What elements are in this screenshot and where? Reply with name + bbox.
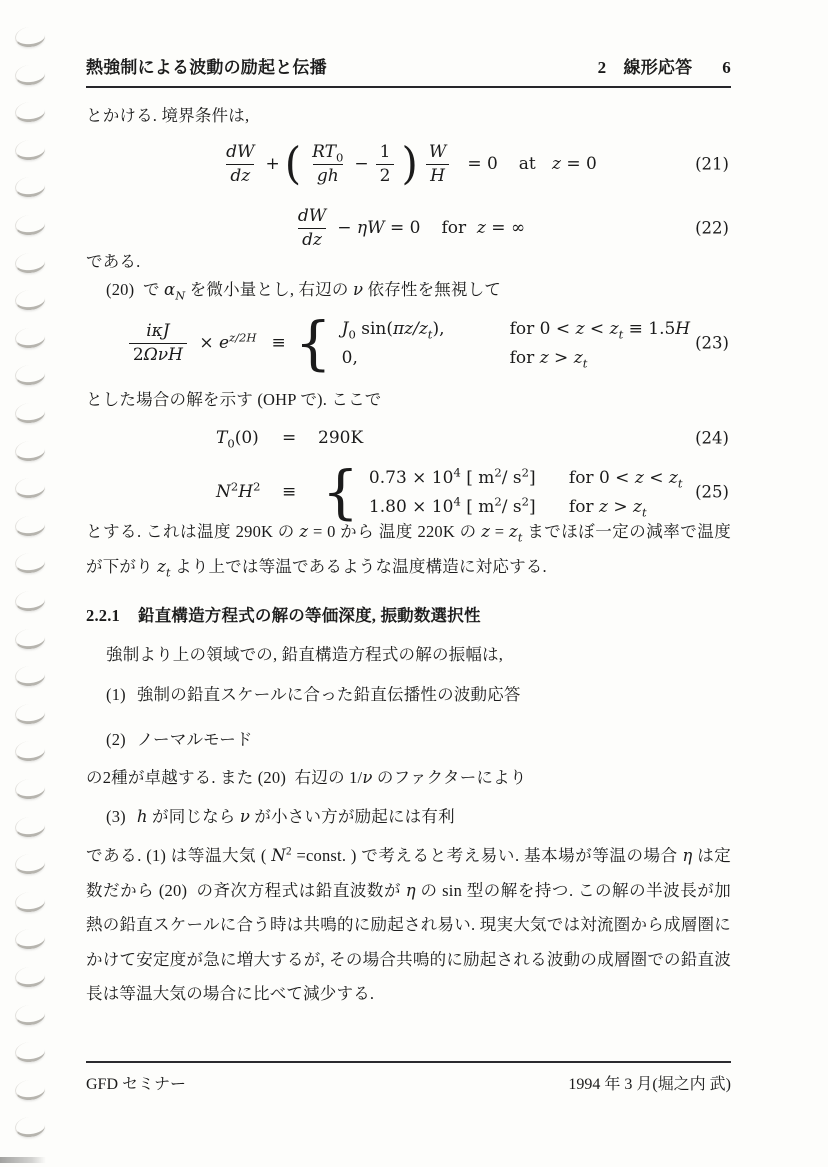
fraction-numerator: W: [428, 142, 447, 163]
fraction-dW-dz: [222, 141, 258, 187]
list-item-2: [106, 722, 731, 757]
operator-equals: =: [282, 428, 297, 448]
binding-hole: [14, 176, 46, 199]
equation-rhs: = 0: [467, 154, 498, 174]
fraction-1-2: [376, 141, 395, 187]
case-value: $J_0$ $\sin(\pi z/z_t)$,: [341, 318, 445, 341]
case-value: $1.80 \times 10^4$ [ $m^2/$ $s^2$]: [368, 493, 536, 517]
fraction-denominator: 2: [376, 164, 395, 187]
exponential-factor: × $e^{z/2H}$: [193, 330, 257, 353]
cases-group: { $0.73 \times 10^4$ [ $m^2/$ $s^2$] for $0 < z < z_t$ $1.80 \times 10^4$ [ $m^2/$ $s^2$] for $z > z_t$: [322, 458, 683, 526]
fraction-numerator: iκJ: [146, 321, 170, 342]
equation-condition: for z = ∞: [441, 218, 526, 238]
binding-hole: [14, 627, 46, 650]
equation-body: − ηW = 0: [337, 218, 421, 238]
header-page-number: 6: [722, 58, 731, 77]
header-section: 2 線形応答: [597, 58, 693, 77]
equation-23-math: [127, 309, 691, 377]
paragraph-final: である. (1) は等温大気 ( $N^2$ =const. ) で考えると考え易い. 基本場が等温の場合 η は定数だから (20) の斉次方程式は鉛直波数が η の sin 型の解を持つ. この解の半波長が加熱の鉛直スケールに合う時は共鳴的に励起され易い. 現実大気では対流圏から成層圏にかけて安定度が急に増大するが, その場合共鳴的に励起される波動の成層圏での鉛直波長は等温大気の場合に比べて減少する.: [86, 845, 732, 1003]
line-kyosei: 強制より上の領域での, 鉛直構造方程式の解の振幅は,: [106, 645, 504, 664]
equation-tag: (21): [695, 154, 729, 174]
footer-right: 1994 年 3 月(堀之内 武): [568, 1076, 731, 1093]
intro-line: とかける. 境界条件は,: [86, 106, 250, 125]
list-item-text: ノーマルモード: [136, 730, 253, 749]
fraction-denominator: 2ΩνH: [129, 343, 187, 366]
fraction-denominator: dz: [298, 228, 326, 251]
header-right: [598, 50, 731, 85]
binding-hole: [14, 890, 46, 913]
case-condition: for $z > z_t$: [509, 347, 588, 370]
equation-21: [86, 131, 731, 197]
subsection-heading: [86, 598, 731, 633]
binding-hole: [14, 853, 46, 876]
binding-hole: [14, 665, 46, 688]
case-condition: for $0 < z < z_t$: [568, 467, 683, 490]
binding-hole: [14, 213, 46, 236]
fraction-ikJ-2OnH: [129, 320, 187, 366]
equation-tag: (24): [695, 428, 729, 448]
binding-hole: [14, 552, 46, 575]
binding-hole: [14, 138, 46, 161]
case-condition: for $z > z_t$: [568, 496, 647, 519]
header-rule: [86, 86, 731, 88]
binding-hole: [14, 702, 46, 725]
equation-25-math: [216, 458, 683, 526]
fraction-RT0-gh: [308, 141, 347, 187]
scan-artifact-corner: [0, 1157, 46, 1163]
fraction-numerator: dW: [226, 142, 255, 163]
footer-left: GFD セミナー: [86, 1076, 187, 1093]
header-title: 熱強制による波動の励起と伝播: [86, 58, 327, 77]
equation-21-math: $\frac{dW}{dz}$ + ( $\frac{RT_0}{gh}$ − $\frac{1}{2}$ ) $\frac{W}{H}$ = 0 at z = 0: [220, 141, 597, 187]
cases-group: { $J_0$ $\sin(\pi z/z_t)$, for $0 < z < z_t \equiv 1.5H$ 0, for $z > z_t$: [294, 309, 691, 377]
fraction-denominator: H: [426, 164, 449, 187]
operator-equiv: ≡: [271, 333, 286, 353]
case-row: [342, 319, 691, 339]
line-alpha-n: (20) で $\alpha_N$ を微小量とし, 右辺の ν 依存性を無視して: [106, 280, 502, 303]
list-item-text: 強制の鉛直スケールに合った鉛直伝播性の波動応答: [136, 685, 521, 704]
equation-tag: (23): [695, 333, 729, 353]
page-header: [86, 50, 731, 85]
spiral-binding: [0, 0, 70, 1167]
case-value: 0,: [341, 347, 358, 368]
binding-hole: [14, 101, 46, 124]
list-marker: (1): [106, 685, 126, 704]
binding-hole: [14, 777, 46, 800]
equation-24: [86, 420, 731, 456]
binding-hole: [14, 1041, 46, 1064]
binding-hole: [14, 25, 46, 48]
binding-hole: [14, 289, 46, 312]
toshita-line: とした場合の解を示す (OHP で). ここで: [86, 390, 382, 409]
heading-text: 鉛直構造方程式の解の等価深度, 振動数選択性: [138, 606, 481, 625]
fraction-W-H: [425, 141, 450, 187]
dearu-line: である.: [86, 252, 141, 271]
case-value: $0.73 \times 10^4$ [ $m^2/$ $s^2$]: [368, 464, 536, 488]
footer-rule: [86, 1061, 731, 1063]
case-row: [368, 464, 683, 490]
equation-rhs: 290K: [318, 428, 364, 448]
binding-hole: [14, 589, 46, 612]
equation-tag: (25): [695, 482, 729, 502]
line-mid: の2種が卓越する. また (20) 右辺の 1/ν のファクターにより: [86, 768, 527, 787]
binding-hole: [14, 477, 46, 500]
cases-rows: [368, 464, 683, 519]
equation-lhs: $T_0(0)$: [216, 428, 259, 451]
page-content: [86, 0, 731, 1167]
binding-hole: [14, 740, 46, 763]
binding-hole: [14, 514, 46, 537]
binding-hole: [14, 401, 46, 424]
list-item-3: [106, 799, 731, 834]
fraction-denominator: gh: [313, 164, 343, 187]
case-condition: for $0 < z < z_t \equiv 1.5H$: [509, 318, 691, 341]
case-row: [342, 348, 691, 368]
operator-minus: −: [354, 154, 369, 174]
binding-hole: [14, 1078, 46, 1101]
binding-hole: [14, 364, 46, 387]
list-marker: (2): [106, 730, 126, 749]
equation-24-math: [216, 428, 364, 451]
equation-tag: (22): [695, 218, 729, 238]
equation-lhs: $N^2H^2$: [216, 479, 261, 502]
paragraph-temperature: とする. これは温度 290K の z = 0 から 温度 220K の $z = z_t$ までほぼ一定の減率で温度が下がり $z_t$ より上では等温であるような温度構造に対応する.: [86, 522, 731, 580]
binding-hole: [14, 439, 46, 462]
binding-hole: [14, 1116, 46, 1139]
fraction-numerator: dW: [297, 206, 327, 227]
binding-hole: [14, 251, 46, 274]
page-footer: [86, 1071, 731, 1094]
binding-hole: [14, 326, 46, 349]
binding-hole: [14, 965, 46, 988]
equation-array-24-25: [86, 420, 731, 528]
operator-plus: +: [265, 154, 280, 174]
fraction-numerator: $RT_0$: [312, 142, 344, 165]
operator-equiv: ≡: [282, 482, 297, 502]
binding-hole: [14, 928, 46, 951]
binding-hole: [14, 815, 46, 838]
cases-rows: [342, 319, 691, 368]
list-item-1: [106, 677, 731, 712]
binding-hole: [14, 1003, 46, 1026]
fraction-numerator: 1: [379, 142, 391, 163]
binding-hole: [14, 63, 46, 86]
list-marker: (3): [106, 807, 126, 826]
list-item-text: h が同じなら ν が小さい方が励起には有利: [136, 807, 455, 826]
equation-23: [86, 303, 731, 383]
heading-number: 2.2.1: [86, 606, 120, 625]
equation-condition: at z = 0: [518, 154, 597, 174]
fraction-denominator: dz: [226, 164, 254, 187]
